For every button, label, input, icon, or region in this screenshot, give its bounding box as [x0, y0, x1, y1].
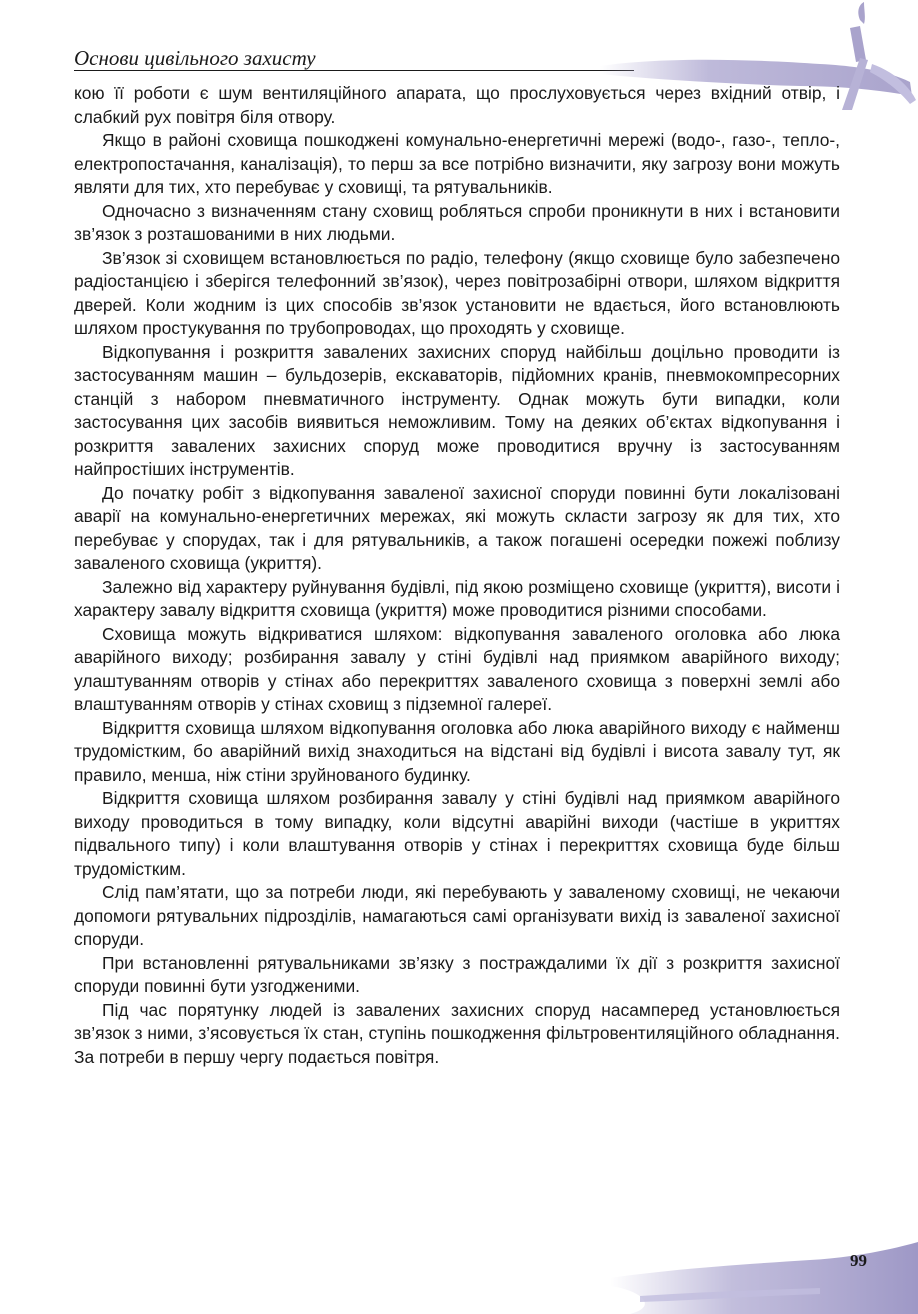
paragraph: Відкриття сховища шляхом відкопування оголовка або люка аварійного виходу є найменш трудомістким, бо аварійний вихід знаходиться на відстані від будівлі і висота завалу тут, як правило, менша, ніж стіни зруйнованого будинку. — [74, 717, 840, 785]
page-number: 99 — [850, 1251, 867, 1270]
paragraph: При встановленні рятувальниками зв’язку з постраждалими їх дії з розкриття захисної споруди повинні бути узгодженими. — [74, 952, 840, 996]
paragraph: Якщо в районі сховища пошкоджені комунально-енергетичні мережі (водо-, газо-, тепло-, електропостачання, каналізація), то перш за все потрібно визначити, яку загрозу вони можуть являти для тих, хто перебуває у сховищі, та рятувальників. — [74, 130, 840, 197]
paragraph: Одночасно з визначенням стану сховищ робляться спроби проникнути в них і встановити зв’язок з розташованими в них людьми. — [74, 200, 840, 244]
paragraph: Відкопування і розкриття завалених захисних споруд найбільш доцільно проводити із застосуванням машин – бульдозерів, екскаваторів, підйомних кранів, пневмокомпресорних станцій з набором пневматичного інструменту. Однак можуть бути випадки, коли застосування цих засобів виявиться неможливим. Тому на деяких об’єктах відкопування і розкриття завалених захисних споруд може проводитися вручну із застосуванням найпростіших інструментів. — [74, 341, 840, 479]
paragraph: Зв’язок зі сховищем встановлюється по радіо, телефону (якщо сховище було забезпечено радіостанцією і зберігся телефонний зв’язок), через повітрозабірні отвори, шляхом відкриття дверей. Коли жодним із цих способів зв’язок установити не вдається, його встановлюють шляхом простукування по трубопроводах, що проходять у сховище. — [74, 247, 840, 338]
paragraph: Залежно від характеру руйнування будівлі, під якою розміщено сховище (укриття), висоти і характеру завалу відкриття сховища (укриття) може проводитися різними способами. — [74, 576, 840, 620]
paragraph: Під час порятунку людей із завалених захисних споруд насамперед установлюється зв’язок з ними, з’ясовується їх стан, ступінь пошкодження фільтровентиляційного обладнання. За потреби в першу чергу подається повітря. — [74, 999, 840, 1067]
paragraph: Відкриття сховища шляхом розбирання завалу у стіні будівлі над приямком аварійного виходу проводиться в тому випадку, коли відсутні аварійні виходи (частіше в укриттях підвального типу) і коли влаштування отворів у стінах і перекриттях сховища буде більш трудомістким. — [74, 788, 840, 879]
paragraph: Сховища можуть відкриватися шляхом: відкопування заваленого оголовка або люка аварійного виходу; розбирання завалу у стіні будівлі над приямком аварійного виходу; улаштуванням отворів у стінах або перекриттях заваленого сховища з поверхні землі або влаштуванням отворів у стінах сховищ з підземної галереї. — [74, 623, 840, 714]
decorative-brush-stroke-bottom — [600, 1220, 918, 1314]
paragraph: Слід пам’ятати, що за потреби люди, які перебувають у заваленому сховищі, не чекаючи допомоги рятувальних підрозділів, намагаються самі організувати вихід із заваленої захисної споруди. — [74, 882, 840, 949]
header-title: Основи цивільного захисту — [74, 46, 316, 70]
paragraph: До початку робіт з відкопування заваленої захисної споруди повинні бути локалізовані аварії на комунально-енергетичних мережах, які можуть скласти загрозу як для тих, хто перебуває у спорудах, так і для рятувальників, а також погашені осередки пожежі поблизу заваленого сховища (укриття). — [74, 482, 840, 573]
paragraph: кою її роботи є шум вентиляційного апарата, що прослуховується через вхідний отвір, і слабкий рух повітря біля отвору. — [74, 83, 840, 127]
body-text — [74, 82, 840, 1069]
running-header — [74, 44, 634, 71]
